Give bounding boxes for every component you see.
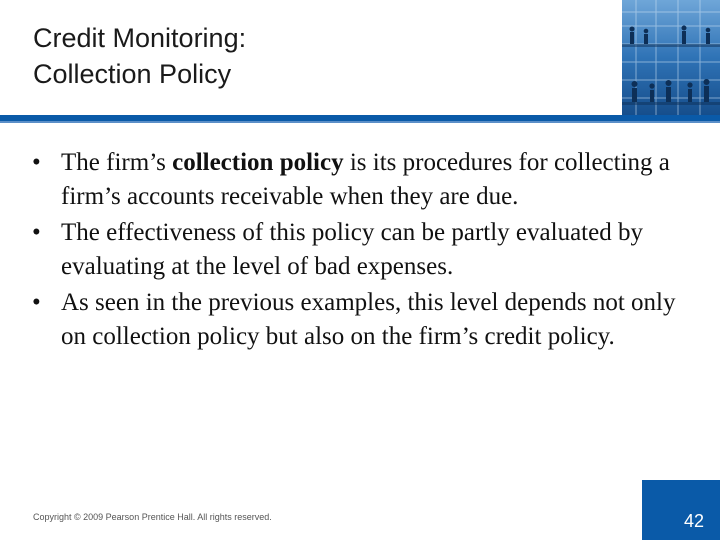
bullet-list xyxy=(32,146,692,356)
slide-title-line-2: Collection Policy xyxy=(33,59,232,89)
bullet-text: The effectiveness of this policy can be partly evaluated by evaluating at the level of bad expenses. xyxy=(61,219,643,280)
bullet-item-1 xyxy=(32,146,692,214)
bullet-icon: • xyxy=(32,219,41,246)
bullet-icon: • xyxy=(32,149,41,176)
slide-title xyxy=(33,20,593,92)
slide-header xyxy=(0,0,720,115)
bullet-icon: • xyxy=(32,289,41,316)
header-photo-image xyxy=(622,0,720,115)
bullet-item-2 xyxy=(32,216,692,284)
header-photo xyxy=(622,0,720,115)
page-number-box xyxy=(642,480,720,540)
header-divider-thin xyxy=(0,121,720,123)
page-number: 42 xyxy=(683,511,704,531)
slide-title-line-1: Credit Monitoring: xyxy=(33,23,247,53)
bullet-item-3 xyxy=(32,286,692,354)
bullet-text: As seen in the previous examples, this level depends not only on collection policy but also on the firm’s credit policy. xyxy=(61,289,676,350)
bullet-text-post: is its procedures for collecting a firm’s accounts receivable when they are due. xyxy=(61,149,670,210)
bullet-text-bold: collection policy xyxy=(172,149,344,176)
bullet-text-pre: The firm’s xyxy=(61,149,173,176)
copyright-footer: Copyright © 2009 Pearson Prentice Hall. All rights reserved. xyxy=(33,512,272,522)
